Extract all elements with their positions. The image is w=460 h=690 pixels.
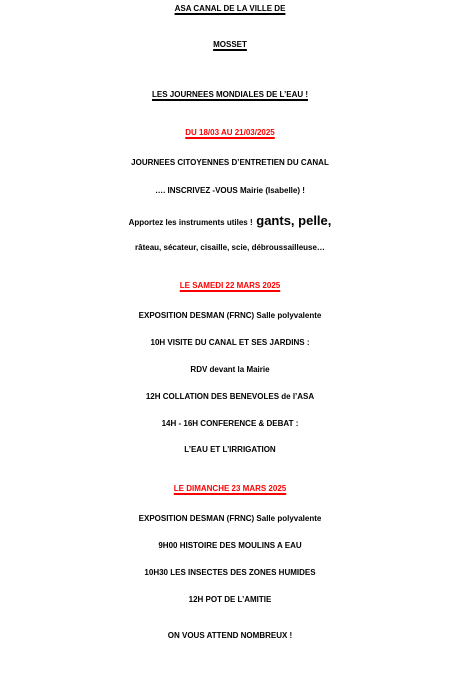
section2-line-2: 10H VISITE DU CANAL ET SES JARDINS :	[150, 338, 310, 347]
closing-line: ON VOUS ATTEND NOMBREUX !	[167, 631, 293, 640]
section1-line-2: …. INSCRIVEZ -VOUS Mairie (Isabelle) !	[155, 186, 305, 195]
section1-line-1: JOURNEES CITOYENNES D’ENTRETIEN DU CANAL	[131, 158, 329, 167]
banner: LES JOURNEES MONDIALES DE L’EAU !	[151, 90, 309, 99]
section1-line-3-main: Apportez les instruments utiles !	[128, 218, 253, 227]
section1-line-4: râteau, sécateur, cisaille, scie, débroussailleuse…	[135, 243, 325, 252]
section3-line-1: EXPOSITION DESMAN (FRNC) Salle polyvalente	[138, 514, 322, 523]
section2-line-5: 14H - 16H CONFERENCE & DEBAT :	[161, 419, 299, 428]
section3-line-3: 10H30 LES INSECTES DES ZONES HUMIDES	[144, 568, 316, 577]
section1-line-3-small: gants, pelle,	[252, 213, 332, 228]
title-line-1: ASA CANAL DE LA VILLE DE	[174, 4, 286, 13]
title-line-2: MOSSET	[213, 40, 247, 49]
section3-line-2: 9H00 HISTOIRE DES MOULINS A EAU	[158, 541, 302, 550]
section2-heading: LE SAMEDI 22 MARS 2025	[179, 281, 281, 290]
section2-line-1: EXPOSITION DESMAN (FRNC) Salle polyvalente	[138, 311, 322, 320]
section3-heading: LE DIMANCHE 23 MARS 2025	[173, 484, 287, 493]
section3-line-4: 12H POT DE L’AMITIE	[188, 595, 272, 604]
section2-line-4: 12H COLLATION DES BENEVOLES de l’ASA	[145, 392, 315, 401]
section1-line-3	[0, 214, 460, 227]
section1-heading: DU 18/03 AU 21/03/2025	[185, 128, 275, 137]
section2-line-3: RDV devant la Mairie	[190, 365, 270, 374]
section2-line-6: L’EAU ET L’IRRIGATION	[184, 445, 276, 454]
